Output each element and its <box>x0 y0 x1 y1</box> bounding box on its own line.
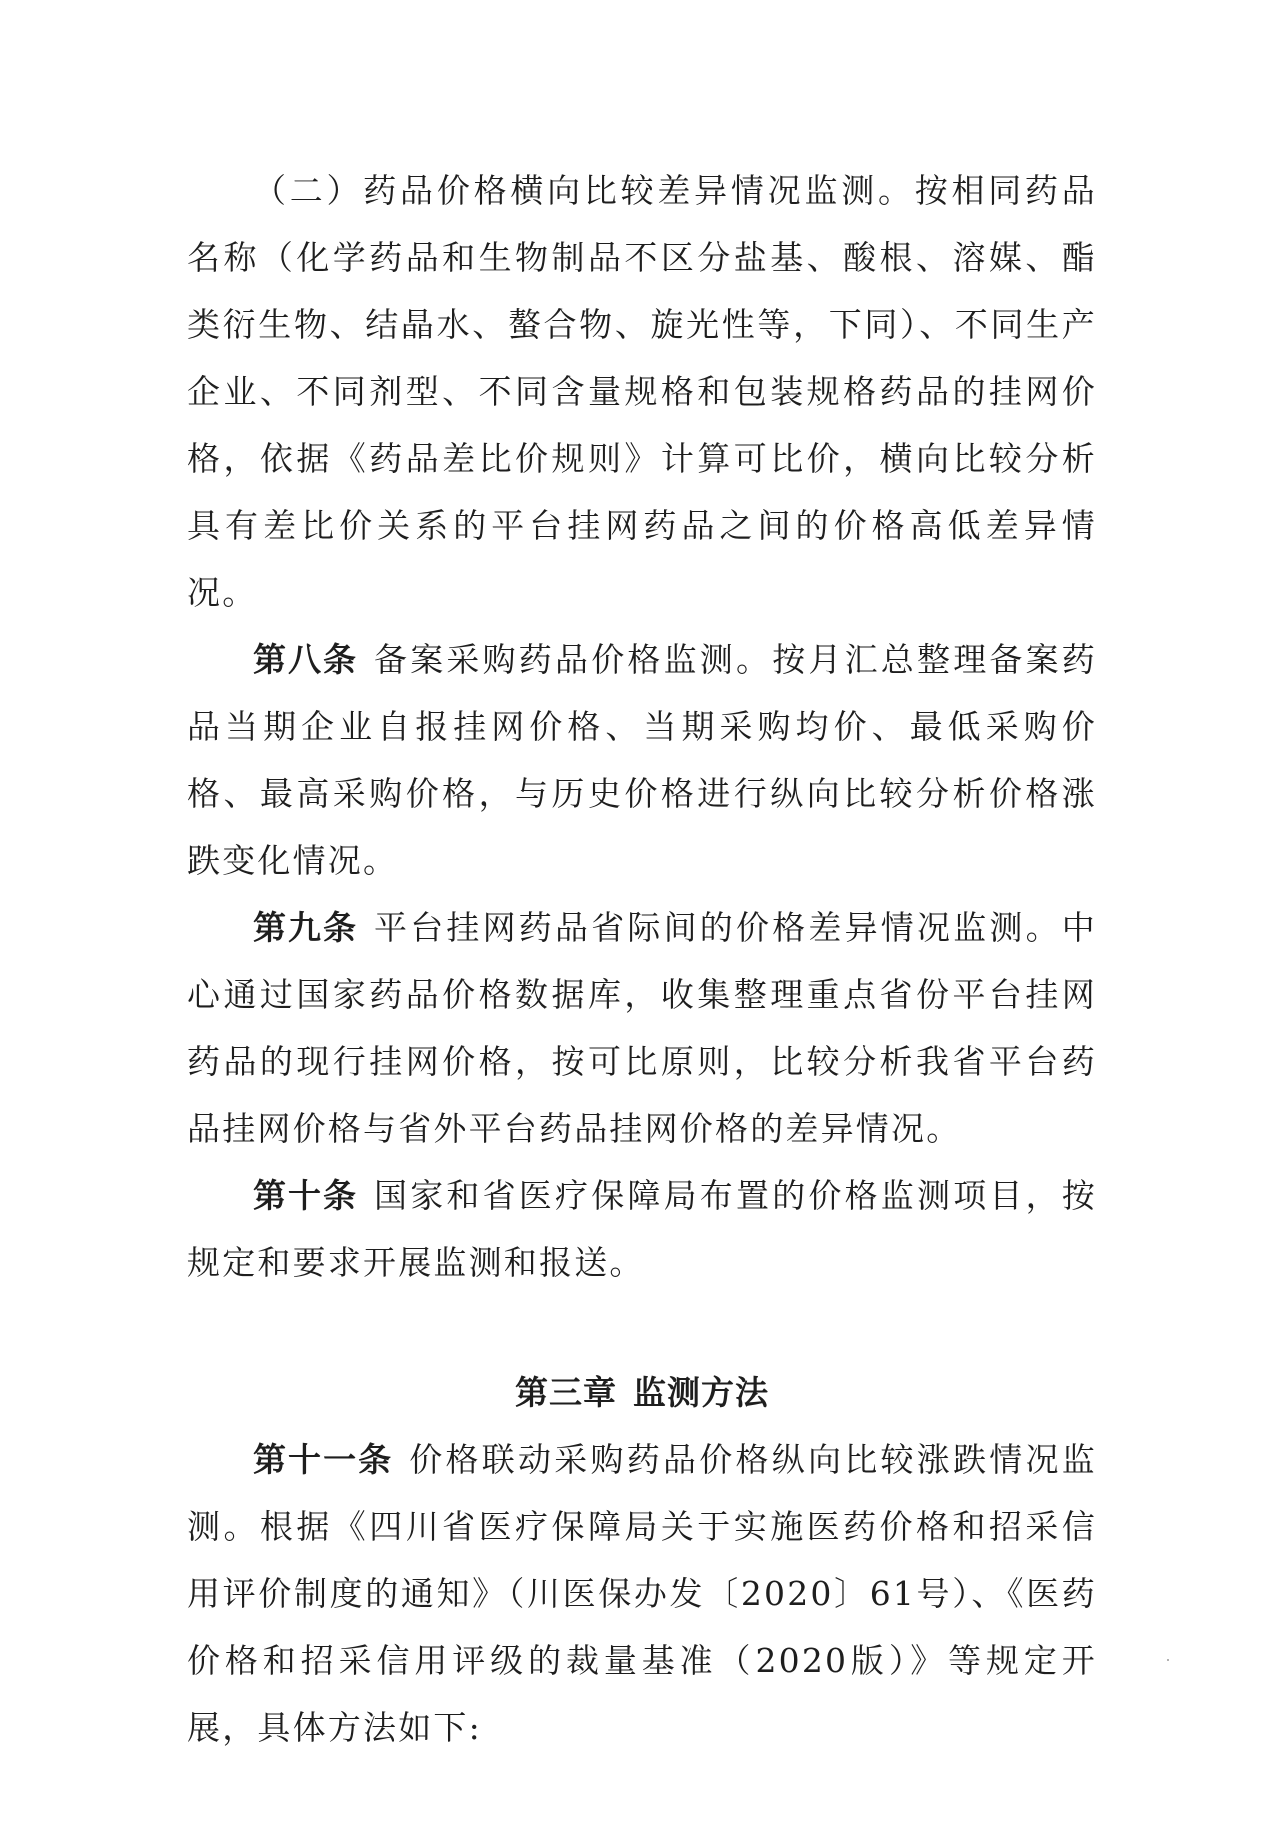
document-body <box>187 157 1097 1761</box>
article-8 <box>187 626 1097 894</box>
article-8-heading: 第八条 <box>253 640 358 679</box>
article-11-heading: 第十一条 <box>253 1440 394 1479</box>
article-9-heading: 第九条 <box>253 908 358 947</box>
article-10-heading: 第十条 <box>253 1176 358 1215</box>
section-spacer <box>187 1296 1097 1359</box>
article-10 <box>187 1162 1097 1296</box>
article-9 <box>187 894 1097 1162</box>
chapter-3-heading <box>187 1359 1097 1426</box>
article-10-text: 国家和省医疗保障局布置的价格监测项目，按规定和要求开展监测和报送。 <box>187 1176 1097 1282</box>
article-9-text: 平台挂网药品省际间的价格差异情况监测。中心通过国家药品价格数据库，收集整理重点省份平台挂网药品的现行挂网价格，按可比原则，比较分析我省平台药品挂网价格与省外平台药品挂网价格的差异情况。 <box>187 908 1097 1148</box>
scan-speck <box>1167 1659 1169 1661</box>
article-11-text: 价格联动采购药品价格纵向比较涨跌情况监测。根据《四川省医疗保障局关于实施医药价格和招采信用评价制度的通知》（川医保办发〔2020〕61号）、《医药价格和招采信用评级的裁量基准（2020版）》等规定开展，具体方法如下: <box>187 1440 1097 1747</box>
chapter-3-title: 监测方法 <box>633 1373 769 1412</box>
article-8-text: 备案采购药品价格监测。按月汇总整理备案药品当期企业自报挂网价格、当期采购均价、最低采购价格、最高采购价格，与历史价格进行纵向比较分析价格涨跌变化情况。 <box>187 640 1097 880</box>
chapter-3-number: 第三章 <box>515 1373 617 1412</box>
paragraph-drug-price-horizontal-comparison <box>187 157 1097 626</box>
paragraph-text: （二）药品价格横向比较差异情况监测。按相同药品名称（化学药品和生物制品不区分盐基、酸根、溶媒、酯类衍生物、结晶水、螯合物、旋光性等，下同）、不同生产企业、不同剂型、不同含量规格和包装规格药品的挂网价格，依据《药品差比价规则》计算可比价，横向比较分析具有差比价关系的平台挂网药品之间的价格高低差异情况。 <box>187 171 1097 612</box>
article-11 <box>187 1426 1097 1761</box>
